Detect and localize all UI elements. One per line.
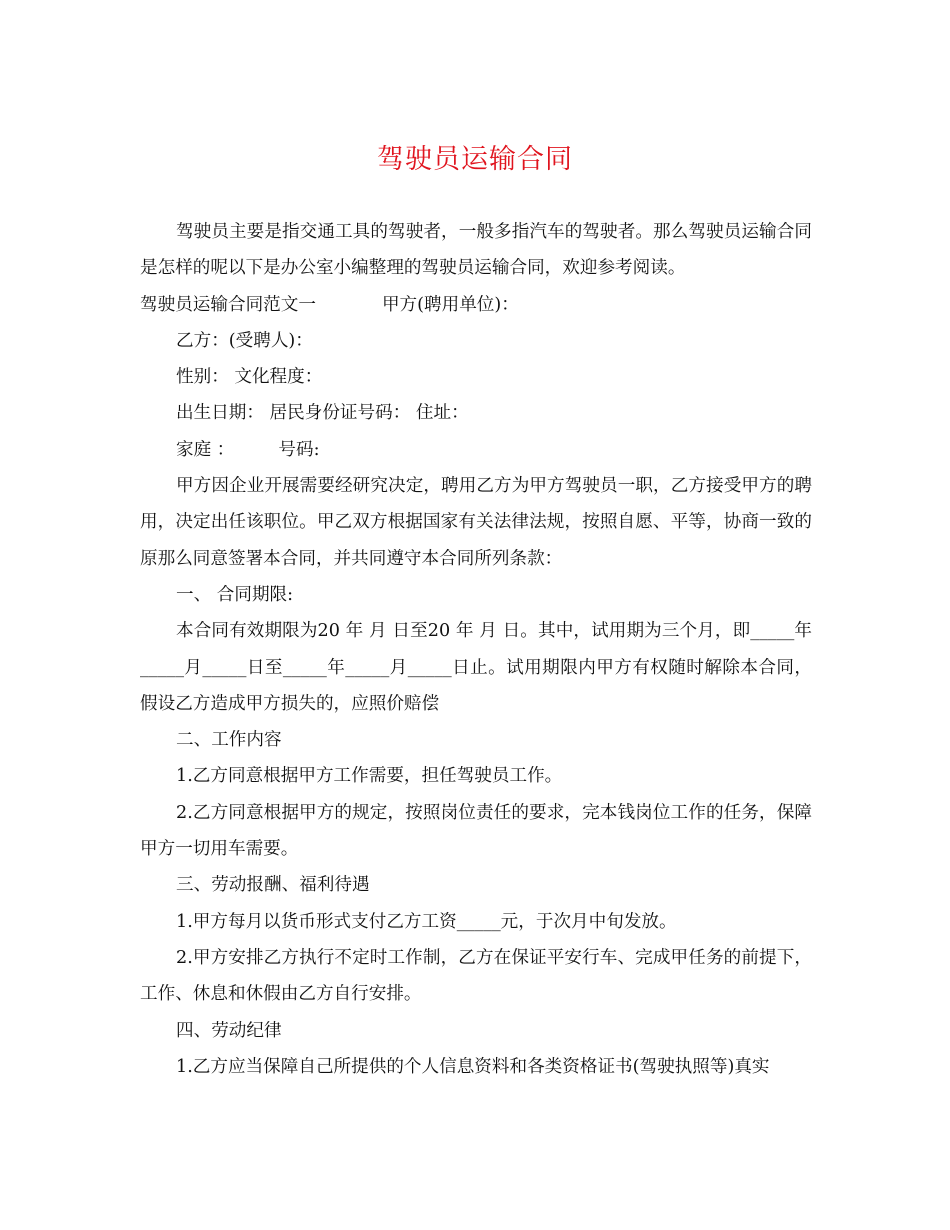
sample-heading: 驾驶员运输合同范文一 — [140, 294, 316, 315]
section-3-title: 三、劳动报酬、福利待遇 — [176, 875, 370, 896]
party-b-label: 乙方：(受聘人)： — [176, 330, 313, 351]
phone-label: 号码: — [278, 439, 320, 460]
birth-id-address-line: 出生日期： 居民身份证号码： 住址： — [176, 403, 469, 424]
preamble-paragraph: 甲方因企业开展需要经研究决定，聘用乙方为甲方驾驶员一职，乙方接受甲方的聘用，决定出任该职位。甲乙双方根据国家有关法律法规，按照自愿、平等，协商一致的原那么同意签署本合同，并共同遵守本合同所列条款： — [140, 476, 812, 569]
intro-paragraph: 驾驶员主要是指交通工具的驾驶者，一般多指汽车的驾驶者。那么驾驶员运输合同是怎样的呢以下是办公室小编整理的驾驶员运输合同，欢迎参考阅读。 — [140, 222, 812, 279]
section-1-body: 本合同有效期限为20 年 月 日至20 年 月 日。其中，试用期为三个月，即_____年_____月_____日至_____年_____月_____日止。试用期限内甲方有权随时解除本合同，假设乙方造成甲方损失的，应照价赔偿 — [140, 621, 812, 714]
section-4-title: 四、劳动纪律 — [176, 1020, 282, 1041]
sample-heading-line — [140, 287, 812, 323]
family-label: 家庭 ： — [176, 439, 235, 460]
section-2-title: 二、工作内容 — [176, 730, 282, 751]
section-2-item-2: 2.乙方同意根据甲方的规定，按照岗位责任的要求，完本钱岗位工作的任务，保障甲方一切用车需要。 — [140, 802, 812, 860]
document-body — [140, 214, 812, 1085]
section-3-item-2: 2.甲方安排乙方执行不定时工作制，乙方在保证平安行车、完成甲任务的前提下，工作、休息和休假由乙方自行安排。 — [140, 947, 812, 1005]
section-4-item-1: 1.乙方应当保障自己所提供的个人信息资料和各类资格证书(驾驶执照等)真实 — [176, 1056, 770, 1077]
document-title: 驾驶员运输合同 — [377, 144, 573, 175]
section-2-item-1: 1.乙方同意根据甲方工作需要，担任驾驶员工作。 — [176, 766, 563, 787]
section-1-title: 一、 合同期限: — [176, 584, 294, 605]
family-phone-line — [140, 432, 812, 468]
section-3-item-1: 1.甲方每月以货币形式支付乙方工资_____元，于次月中旬发放。 — [176, 911, 677, 932]
party-a-label: 甲方(聘用单位)： — [381, 294, 519, 315]
gender-education-line: 性别： 文化程度： — [176, 367, 323, 388]
